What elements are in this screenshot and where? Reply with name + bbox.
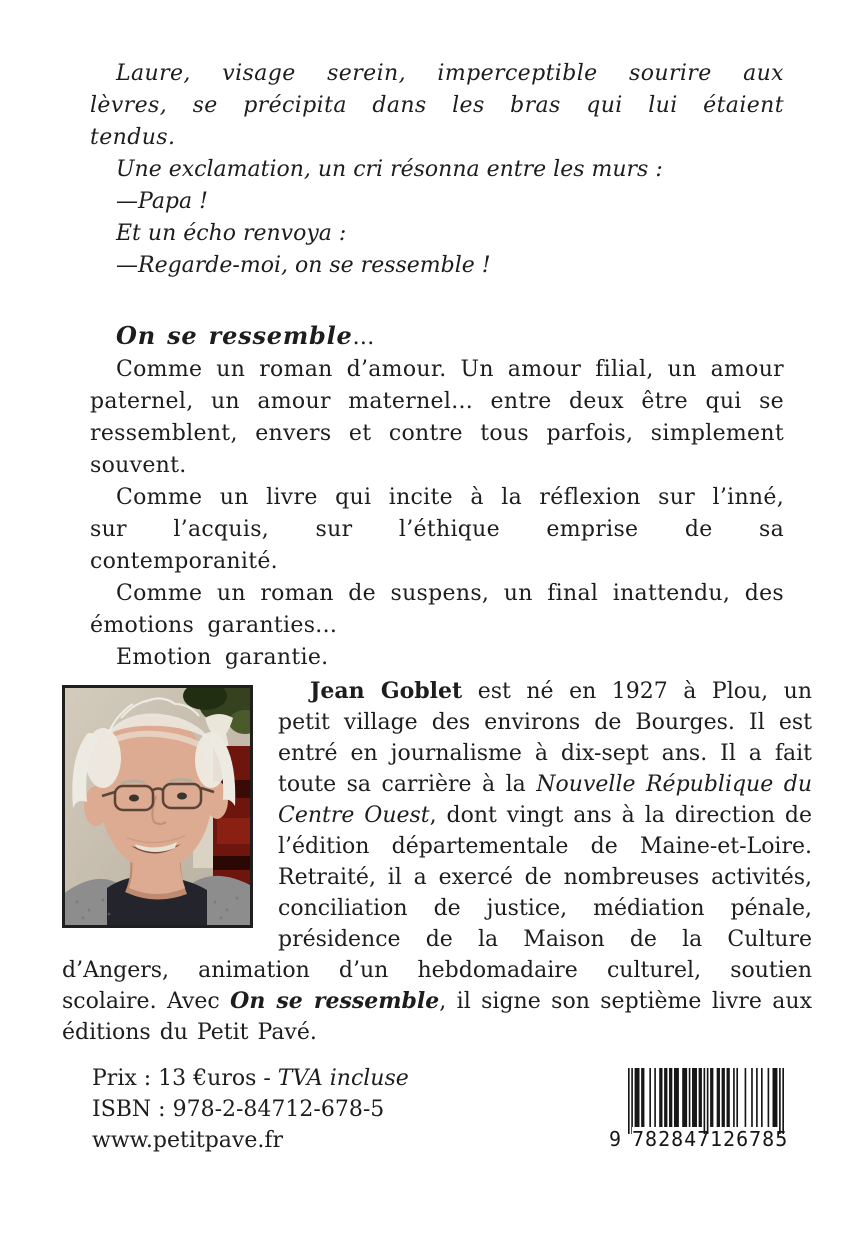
book-title-mention: On se ressemble <box>230 988 440 1014</box>
excerpt-section <box>90 58 784 282</box>
barcode-bars <box>628 1068 784 1134</box>
ean13-barcode <box>609 1068 789 1151</box>
barcode-digits <box>609 1127 789 1151</box>
bio-text-3: , il signe son septième livre aux éditions du Petit Pavé. <box>62 989 812 1045</box>
author-name: Jean Goblet <box>310 678 463 704</box>
excerpt-line-exclamation: Une exclamation, un cri résonna entre les murs : <box>116 157 663 182</box>
bio-text-2: , dont vingt ans à la direction de l’édition départementale de Maine-et-Loire. Retraité, il a exercé de nombreuses activités, conciliation de justice, médiation pénale, présidence de la Maison de la Culture d’Angers, animation d’un hebdomadaire culturel, soutien scolaire. Avec <box>62 803 812 1014</box>
barcode-digits-left-group: 782847 <box>632 1127 711 1151</box>
newspaper-name: Nouvelle République du Centre Ouest <box>278 772 812 828</box>
website-url: www.petitpave.fr <box>92 1128 283 1153</box>
publishing-info-section <box>92 1063 409 1156</box>
price-line <box>92 1063 409 1094</box>
author-photo <box>62 685 253 928</box>
excerpt-line-regarde-moi: —Regarde-moi, on se ressemble ! <box>116 253 491 278</box>
pitch-paragraph-suspens: Comme un roman de suspens, un final inattendu, des émotions garanties... <box>90 581 784 638</box>
excerpt-paragraph: Laure, visage serein, imperceptible sourire aux lèvres, se précipita dans les bras qui lui étaient tendus. <box>90 61 784 150</box>
book-title-ellipsis: ... <box>352 325 375 350</box>
book-title: On se ressemble <box>116 321 353 350</box>
price-value: Prix : 13 €uros <box>92 1066 257 1091</box>
barcode-digit-first: 9 <box>609 1127 623 1151</box>
book-title-line <box>90 320 784 354</box>
isbn-line: ISBN : 978-2-84712-678-5 <box>92 1097 385 1122</box>
bio-text-1: est né en 1927 à Plou, un petit village des environs de Bourges. Il est entré en journalisme à dix-sept ans. Il a fait toute sa carrière à la <box>278 679 812 797</box>
excerpt-line-echo: Et un écho renvoya : <box>116 221 347 246</box>
price-separator: - <box>256 1066 278 1091</box>
barcode-digits-right-group: 126785 <box>710 1127 789 1151</box>
pitch-paragraph-emotion: Emotion garantie. <box>116 645 329 670</box>
author-portrait-illustration <box>65 688 250 925</box>
excerpt-line-papa: —Papa ! <box>116 189 208 214</box>
pitch-paragraph-amour: Comme un roman d’amour. Un amour filial, un amour paternel, un amour maternel... entre deux être qui se ressemblent, envers et contre tous parfois, simplement souvent. <box>90 357 784 478</box>
tva-note: TVA incluse <box>277 1066 409 1091</box>
pitch-section <box>90 320 784 674</box>
author-bio-section <box>62 676 812 1048</box>
pitch-paragraph-livre: Comme un livre qui incite à la réflexion sur l’inné, sur l’acquis, sur l’éthique emprise de sa contemporanité. <box>90 485 784 574</box>
